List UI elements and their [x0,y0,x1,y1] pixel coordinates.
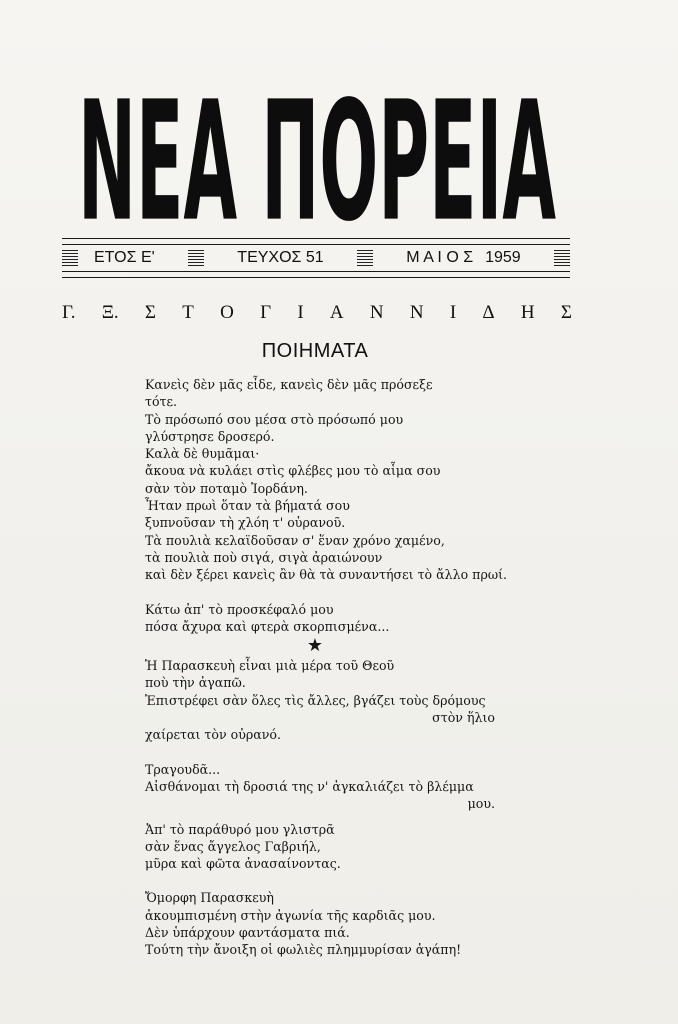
poem-line: Ὄμορφη Παρασκευὴ [145,890,274,906]
author-letter: Ι [297,302,304,323]
poem-line: Τούτη τὴν ἄνοιξη οἱ φωλιὲς πλημμυρίσαν ἀγάπη! [145,942,462,958]
author-letter: Ξ. [101,302,119,323]
poem-line: καὶ δὲν ξέρει κανεὶς ἂν θὰ τὰ συναντήσει τὸ ἄλλο πρωί. [145,567,508,583]
author-letter: Η [520,302,535,323]
poem-line: γλύστρησε δροσερό. [145,428,275,444]
stanza-gap [145,584,545,601]
poem-line: Ἀπ' τὸ παράθυρό μου γλιστρᾶ [145,821,335,837]
stanza-gap [145,744,545,761]
year-label: ΕΤΟΣ Ε' [94,249,155,266]
author-letter: Σ [144,302,156,323]
author-letter: Σ [560,302,572,323]
issue-label: ΤΕΥΧΟΣ 51 [237,249,324,266]
hatch-ornament [188,250,204,266]
poem-line: Τὸ πρόσωπό σου μέσα στὸ πρόσωπό μου [145,411,404,427]
stanza-3 [145,657,545,743]
rule-bottom [62,271,570,278]
hatch-ornament [62,250,78,266]
poem-line: τὰ πουλιὰ ποὺ σιγά, σιγὰ ἀραιώνουν [145,549,383,565]
author-letter: Ο [220,302,234,323]
poem-line: ἄκουα νὰ κυλάει στὶς φλέβες μου τὸ αἷμα σου [145,463,441,479]
stanza-5 [145,821,545,873]
masthead-svg [78,58,558,238]
poem-line: Ἐπιστρέφει σὰν ὅλες τὶς ἄλλες, βγάζει τοὺς δρόμους [145,692,486,708]
stanza-gap [145,813,545,821]
poem-line: Ἦταν πρωὶ ὅταν τὰ βήματά σου [145,498,350,514]
author-letter: Δ [482,302,495,323]
poem-line: ἀκουμπισμένη στὴν ἀγωνία τῆς καρδιᾶς μου. [145,907,436,923]
poem-line: σὰν ἕνας ἄγγελος Γαβριήλ, [145,838,321,854]
stanza-4 [145,761,545,813]
author-letter: Γ [260,302,272,323]
author-letter: Ν [409,302,424,323]
stanza-gap [145,872,545,889]
poem-line: Τὰ πουλιὰ κελαϊδοῦσαν σ' ἕναν χρόνο χαμένο, [145,532,445,548]
author-letter: Ν [369,302,384,323]
author-letter: Γ. [62,302,76,323]
poem-line: μῦρα καὶ φῶτα ἀνασαίνοντας. [145,856,341,872]
poem-line: Ἡ Παρασκευὴ εἶναι μιὰ μέρα τοῦ Θεοῦ [145,658,395,674]
author-name [62,302,572,326]
poem-line: Τραγουδᾶ... [145,761,221,777]
stanza-6 [145,889,545,958]
poem-line: Κανεὶς δὲν μᾶς εἶδε, κανεὶς δὲν μᾶς πρόσεξε [145,377,433,392]
issue-info-row [62,247,570,269]
poem-line: σὰν τὸν ποταμὸ Ἰορδάνη. [145,480,308,496]
poem-line-right: στὸν ἥλιο [432,710,495,726]
poem-line: Δὲν ὑπάρχουν φαντάσματα πιά. [145,925,350,941]
author-letter: Ι [449,302,457,323]
poem-line: πόσα ἄχυρα καὶ φτερὰ σκορπισμένα... [145,618,390,634]
rule-top [62,238,570,245]
poems-title: ΠΟΙΗΜΑΤΑ [261,340,369,362]
masthead [78,58,558,238]
poem-line: Αἰσθάνομαι τὴ δροσιά της ν' ἀγκαλιάζει τὸ βλέμμα [145,778,474,794]
poem-line: χαίρεται τὸν οὐρανό. [145,727,282,743]
hatch-ornament [554,250,570,266]
author-letter: Α [329,302,344,323]
hatch-ornament [357,250,373,266]
masthead-title: ΝΕΑ ΠΟΡΕΙΑ [78,66,556,238]
month-label: Μ Α Ι Ο Σ [406,249,474,266]
poem-line-right: μου. [467,796,495,812]
date-year-label: 1959 [485,249,521,266]
poem-line: ποὺ τὴν ἀγαπῶ. [145,675,246,691]
author-letter: Τ [182,302,194,323]
poem-body [145,376,545,959]
poem-line: τότε. [145,394,178,410]
poem-line: Κάτω ἀπ' τὸ προσκέφαλό μου [145,601,334,617]
issue-info-bar [62,238,570,278]
poem-line: Καλὰ δὲ θυμᾶμαι· [145,446,260,462]
stanza-1 [145,376,545,584]
stanza-2 [145,601,545,636]
star-separator-icon: ★ [306,635,324,657]
poem-line: ξυπνοῦσαν τὴ χλόη τ' οὐρανοῦ. [145,515,346,531]
